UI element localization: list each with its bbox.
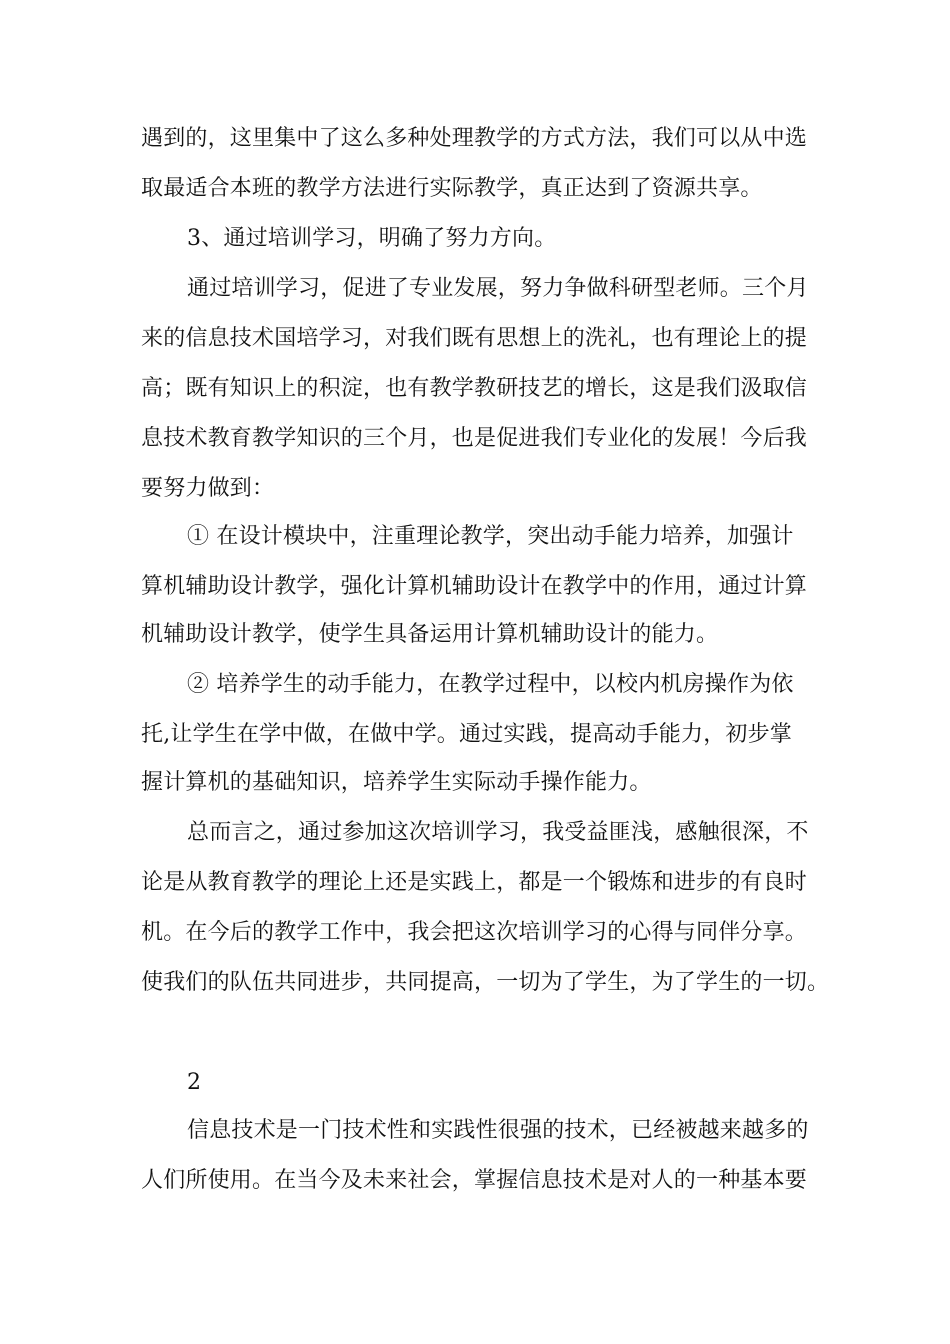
text-line: 机辅助设计教学，使学生具备运用计算机辅助设计的能力。	[141, 622, 719, 647]
text-line: 算机辅助设计教学，强化计算机辅助设计在教学中的作用，通过计算	[141, 574, 808, 599]
text-line: 握计算机的基础知识，培养学生实际动手操作能力。	[141, 770, 652, 795]
text-line: 高；既有知识上的积淀，也有教学教研技艺的增长，这是我们汲取信	[141, 376, 808, 401]
text-line: 托,让学生在学中做，在做中学。通过实践，提高动手能力，初步掌	[141, 722, 792, 747]
text-line: 论是从教育教学的理论上还是实践上，都是一个锻炼和进步的有良时	[141, 870, 808, 895]
text-line: 要努力做到：	[141, 476, 275, 501]
text-line: 总而言之，通过参加这次培训学习，我受益匪浅，感触很深，不	[187, 820, 809, 845]
text-line: 息技术教育教学知识的三个月，也是促进我们专业化的发展！今后我	[141, 426, 808, 451]
text-line: 通过培训学习，促进了专业发展，努力争做科研型老师。三个月	[187, 276, 809, 301]
text-line: 取最适合本班的教学方法进行实际教学，真正达到了资源共享。	[141, 176, 763, 201]
text-line: 使我们的队伍共同进步，共同提高，一切为了学生，为了学生的一切。	[141, 970, 830, 995]
list-item-2: ② 培养学生的动手能力，在教学过程中，以校内机房操作为依	[187, 672, 794, 697]
text-line: 信息技术是一门技术性和实践性很强的技术，已经被越来越多的	[187, 1118, 809, 1143]
text-line: 机。在今后的教学工作中，我会把这次培训学习的心得与同伴分享。	[141, 920, 808, 945]
list-item-1: ① 在设计模块中，注重理论教学，突出动手能力培养，加强计	[187, 524, 794, 549]
text-line: 人们所使用。在当今及未来社会，掌握信息技术是对人的一种基本要	[141, 1168, 808, 1193]
section-number: 2	[187, 1070, 202, 1095]
section-heading: 3、通过培训学习，明确了努力方向。	[187, 226, 557, 251]
text-line: 遇到的，这里集中了这么多种处理教学的方式方法，我们可以从中选	[141, 126, 808, 151]
text-line: 来的信息技术国培学习，对我们既有思想上的洗礼，也有理论上的提	[141, 326, 808, 351]
